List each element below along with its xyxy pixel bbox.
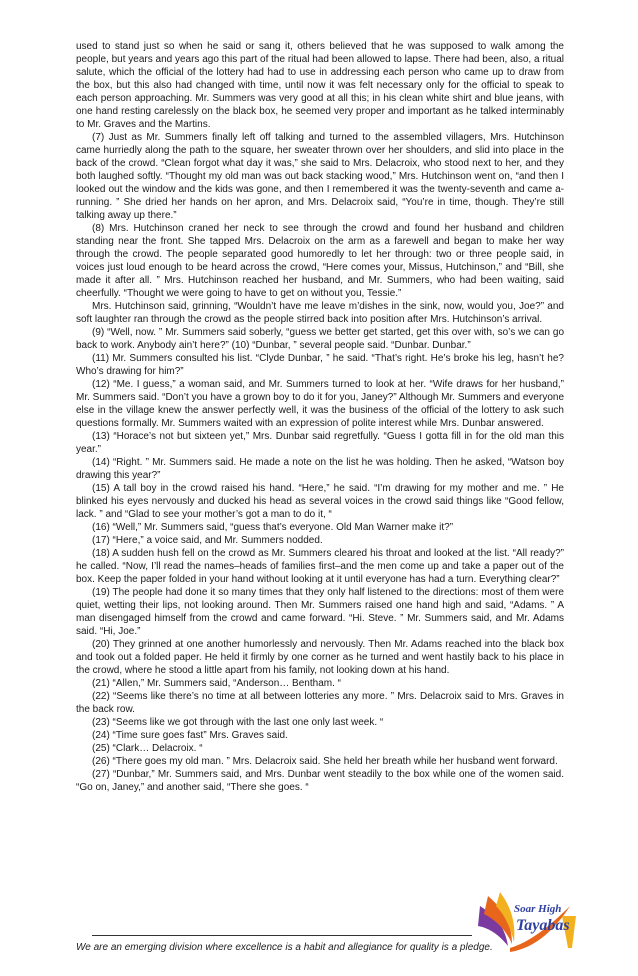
paragraph: (21) “Allen,” Mr. Summers said, “Anderson… Bentham. “ (92, 678, 341, 689)
paragraph: (24) “Time sure goes fast” Mrs. Graves said. (92, 730, 288, 741)
paragraph: (19) The people had done it so many times that they only half listened to the directions: most of them were quiet, wetting their lips, not looking around. Then Mr. Summers raised one hand high and said, “Adams. ” A man disengaged himself from the crowd and came forward. “Hi. Steve. ” Mr. Summers said, and Mr. Adams said. “Hi, Joe.” (76, 587, 564, 637)
logo-line2: Tayabas (516, 917, 570, 934)
paragraph: (13) “Horace’s not but sixteen yet,” Mrs. Dunbar said regretfully. “Guess I gotta fill in for the old man this year.” (76, 431, 564, 455)
paragraph: (12) “Me. I guess,” a woman said, and Mr. Summers turned to look at her. “Wife draws for her husband,” Mr. Summers said. “Don’t you have a grown boy to do it for you, Janey?” Although Mr. Summers and everyone else in the village knew the answer perfectly well, it was the business of the official of the lottery to ask such questions formally. Mr. Summers waited with an expression of polite interest while Mrs. Dunbar answered. (76, 379, 565, 429)
paragraph: (8) Mrs. Hutchinson craned her neck to see through the crowd and found her husband and children standing near the front. She tapped Mrs. Delacroix on the arm as a farewell and began to make her way through the crowd. The people separated good humoredly to let her through: two or three people said, in voices just loud enough to be heard across the crowd, “Here comes your, Missus, Hutchinson,” and “Bill, she made it after all. ” Mrs. Hutchinson reached her husband, and Mr. Summers, who had been waiting, said cheerfully. “Thought we were going to have to get on without you, Tessie.” (76, 223, 564, 299)
paragraph: (26) “There goes my old man. ” Mrs. Delacroix said. She held her breath while her husband went forward. (92, 756, 558, 767)
paragraph: (9) “Well, now. ” Mr. Summers said soberly, “guess we better get started, get this over with, so’s we can go back to work. Anybody ain’t here?” (10) “Dunbar, ” several people said. “Dunbar. Dunbar.” (76, 327, 564, 351)
paragraph: (14) “Right. ” Mr. Summers said. He made a note on the list he was holding. Then he asked, “Watson boy drawing this year?” (76, 457, 564, 481)
paragraph: (17) “Here,” a voice said, and Mr. Summers nodded. (92, 535, 323, 546)
paragraph: (18) A sudden hush fell on the crowd as Mr. Summers cleared his throat and looked at the list. “All ready?” he called. “Now, I’ll read the names–heads of families first–and the men come up and take a paper out of the box. Keep the paper folded in your hand without looking at it until everyone has had a turn. Everything clear?” (76, 548, 564, 585)
paragraph: (15) A tall boy in the crowd raised his hand. “Here,” he said. “I’m drawing for my mother and me. ” He blinked his eyes nervously and ducked his head as several voices in the crowd said things like “Good fellow, lack. ” and “Glad to see your mother’s got a man to do it, “ (76, 483, 564, 520)
paragraph: used to stand just so when he said or sang it, others believed that he was supposed to walk among the people, but years and years ago this part of the ritual had been allowed to lapse. There had been, also, a ritual salute, which the official of the lottery had had to use in addressing each person who came up to draw from the box, but this also had changed with time, until now it was felt necessary only for the official to speak to each person approaching. Mr. Summers was very good at all this; in his clean white shirt and blue jeans, with one hand resting carelessly on the black box, he seemed very proper and important as he talked interminably to Mr. Graves and the Martins. (76, 41, 564, 130)
paragraph: (20) They grinned at one another humorlessly and nervously. Then Mr. Adams reached into the black box and took out a folded paper. He held it firmly by one corner as he turned and went hastily back to his place in the crowd, where he stood a little apart from his family, not looking down at his hand. (76, 639, 564, 676)
paragraph: (25) “Clark… Delacroix. “ (92, 743, 203, 754)
footer-divider (92, 935, 472, 936)
paragraph: (11) Mr. Summers consulted his list. “Clyde Dunbar, ” he said. “That’s right. He’s broke his leg, hasn’t he? Who’s drawing for him?” (76, 353, 564, 377)
paragraph: (7) Just as Mr. Summers finally left off talking and turned to the assembled villagers, Mrs. Hutchinson came hurriedly along the path to the square, her sweater thrown over her shoulders, and slid into place in the back of the crowd. “Clean forgot what day it was,” she said to Mrs. Delacroix, who stood next to her, and they both laughed softly. “Thought my old man was out back stacking wood,” Mrs. Hutchinson went on, “and then I looked out the window and the kids was gone, and then I remembered it was the twenty-seventh and came a-running. ” She dried her hands on her apron, and Mrs. Delacroix said, “You’re in time, though. They’re still talking away up there.” (76, 132, 564, 221)
paragraph: (27) “Dunbar,” Mr. Summers said, and Mrs. Dunbar went steadily to the box while one of the women said. “Go on, Janey,” and another said, “There she goes. “ (76, 769, 564, 793)
paragraph: (23) “Seems like we got through with the last one only last week. “ (92, 717, 384, 728)
paragraph: (22) “Seems like there’s no time at all between lotteries any more. ” Mrs. Delacroix said to Mrs. Graves in the back row. (76, 691, 564, 715)
paragraph: (16) “Well,” Mr. Summers said, “guess that’s everyone. Old Man Warner make it?” (92, 522, 454, 533)
footer-tagline: We are an emerging division where excellence is a habit and allegiance for quality is a pledge. (76, 942, 493, 953)
logo-line1: Soar High (514, 903, 562, 915)
paragraph: Mrs. Hutchinson said, grinning, “Wouldn’t have me leave m’dishes in the sink, now, would you, Joe?” and soft laughter ran through the crowd as the people stirred back into position after Mrs. Hutchinson’s arrival. (76, 301, 564, 325)
document-body (76, 40, 564, 794)
